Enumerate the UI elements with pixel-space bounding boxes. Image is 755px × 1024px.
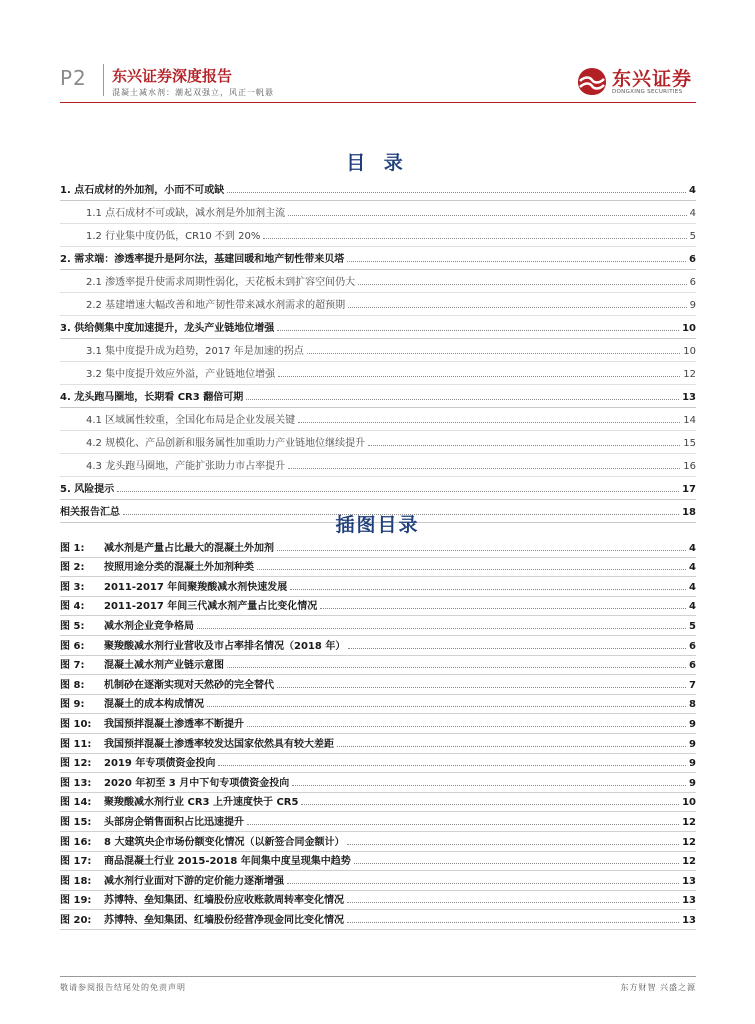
figure-leader <box>277 687 686 688</box>
figure-leader <box>301 804 679 805</box>
figure-leader <box>247 726 686 727</box>
toc-entry-label: 5. 风险提示 <box>60 484 115 495</box>
toc-entry-page: 5 <box>689 231 696 242</box>
toc-entry-page: 6 <box>689 277 696 288</box>
figure-leader <box>287 883 679 884</box>
toc-entry[interactable] <box>60 385 696 408</box>
figure-entry-number: 图 17: <box>60 856 92 868</box>
figure-leader <box>277 550 686 551</box>
figure-entry-page: 5 <box>689 620 696 632</box>
figure-entry-number: 图 15: <box>60 816 92 828</box>
figure-entry[interactable] <box>60 812 696 832</box>
page-number: P2 <box>60 66 87 90</box>
figure-entry-number: 图 3: <box>60 581 85 593</box>
figure-entry-caption: 聚羧酸减水剂行业营收及市占率排名情况（2018 年） <box>104 640 346 652</box>
toc-entry-label: 3.1 集中度提升成为趋势，2017 年是加速的拐点 <box>86 346 304 357</box>
figure-entry-number: 图 10: <box>60 718 92 730</box>
figure-entry[interactable] <box>60 714 696 734</box>
toc-entry-label: 3.2 集中度提升效应外溢，产业链地位增强 <box>86 369 276 380</box>
figure-leader <box>347 902 679 903</box>
footer-rule <box>60 976 696 977</box>
figure-leader <box>347 922 679 923</box>
figure-entry-page: 6 <box>689 660 696 672</box>
figure-leader <box>227 667 686 668</box>
table-of-contents <box>60 178 696 523</box>
logo-mark-icon <box>576 66 608 96</box>
figure-entry-caption: 苏博特、垒知集团、红墙股份经营净现金同比变化情况 <box>104 914 344 926</box>
figure-entry-caption: 按照用途分类的混凝土外加剂种类 <box>104 562 254 574</box>
figure-leader <box>257 569 686 570</box>
figure-entry[interactable] <box>60 577 696 597</box>
figure-entry-page: 4 <box>689 581 696 593</box>
figure-leader <box>207 706 686 707</box>
figure-entry-caption: 机制砂在逐渐实现对天然砂的完全替代 <box>104 679 274 691</box>
toc-entry-page: 9 <box>689 300 696 311</box>
figure-entry[interactable] <box>60 636 696 656</box>
toc-entry-label: 2. 需求端：渗透率提升是阿尔法，基建回暖和地产韧性带来贝塔 <box>60 254 345 265</box>
figure-entry-number: 图 7: <box>60 660 85 672</box>
toc-entry[interactable] <box>60 431 696 454</box>
figure-entry[interactable] <box>60 656 696 676</box>
logo-name: 东兴证券 <box>612 68 693 90</box>
figure-entry-number: 图 20: <box>60 914 92 926</box>
figure-entry-caption: 2011-2017 年间聚羧酸减水剂快速发展 <box>104 581 288 593</box>
footer-disclaimer: 敬请参阅报告结尾处的免责声明 <box>60 983 186 992</box>
figure-entry-page: 6 <box>689 640 696 652</box>
figure-entry-caption: 苏博特、垒知集团、红墙股份应收账款周转率变化情况 <box>104 895 344 907</box>
toc-entry-label: 1.1 点石成材不可或缺，减水剂是外加剂主流 <box>86 208 286 219</box>
figure-entry-page: 12 <box>682 816 696 828</box>
figure-entry-number: 图 11: <box>60 738 92 750</box>
figure-leader <box>218 765 686 766</box>
footer-slogan: 东方财智 兴盛之源 <box>620 983 696 992</box>
figure-entry[interactable] <box>60 852 696 872</box>
figure-entry-caption: 减水剂是产量占比最大的混凝土外加剂 <box>104 542 274 554</box>
figure-entry-number: 图 16: <box>60 836 92 848</box>
toc-entry-page: 18 <box>682 507 696 518</box>
toc-entry-label: 1.2 行业集中度仍低，CR10 不到 20% <box>86 231 261 242</box>
figure-entry[interactable] <box>60 793 696 813</box>
figure-leader <box>348 648 686 649</box>
figure-entry-number: 图 6: <box>60 640 85 652</box>
figure-entry-caption: 混凝土的成本构成情况 <box>104 699 204 711</box>
toc-leader <box>277 330 679 331</box>
toc-leader <box>368 445 680 446</box>
figure-entry-caption: 聚羧酸减水剂行业 CR3 上升速度快于 CR5 <box>104 797 299 809</box>
figure-entry[interactable] <box>60 773 696 793</box>
toc-title: 目 录 <box>346 152 409 174</box>
header-rule <box>60 102 696 103</box>
report-subtitle: 混凝土减水剂：潮起双强立，风正一帆悬 <box>112 88 274 97</box>
figure-entry-number: 图 8: <box>60 679 85 691</box>
toc-entry-page: 4 <box>689 208 696 219</box>
toc-leader <box>263 238 686 239</box>
toc-leader <box>288 468 680 469</box>
toc-leader <box>117 491 679 492</box>
toc-entry-label: 4.3 龙头跑马圈地，产能扩张助力市占率提升 <box>86 461 286 472</box>
figure-entry-caption: 减水剂企业竞争格局 <box>104 620 194 632</box>
figure-entry-caption: 8 大建筑央企市场份额变化情况（以新签合同金额计） <box>104 836 345 848</box>
figure-leader <box>247 824 679 825</box>
figure-entry-page: 9 <box>689 718 696 730</box>
toc-entry-label: 4.2 规模化、产品创新和服务属性加重助力产业链地位继续提升 <box>86 438 366 449</box>
figure-entry-number: 图 19: <box>60 895 92 907</box>
toc-entry-page: 10 <box>682 323 696 334</box>
figure-entry-page: 13 <box>682 895 696 907</box>
figure-entry-number: 图 5: <box>60 620 85 632</box>
toc-entry-page: 10 <box>683 346 696 357</box>
figure-leader <box>197 628 686 629</box>
toc-entry[interactable] <box>60 293 696 316</box>
toc-entry[interactable] <box>60 316 696 339</box>
toc-entry[interactable] <box>60 454 696 477</box>
figure-entry[interactable] <box>60 616 696 636</box>
toc-entry[interactable] <box>60 339 696 362</box>
toc-entry-page: 13 <box>682 392 696 403</box>
toc-entry-label: 4. 龙头跑马圈地，长期看 CR3 翻倍可期 <box>60 392 244 403</box>
toc-entry-page: 14 <box>683 415 696 426</box>
figure-leader <box>292 785 686 786</box>
figure-entry-caption: 我国预拌混凝土渗透率不断提升 <box>104 718 244 730</box>
figure-entry-page: 9 <box>689 777 696 789</box>
figure-leader <box>347 844 679 845</box>
figure-entry-page: 8 <box>689 699 696 711</box>
figure-entry[interactable] <box>60 891 696 911</box>
figure-entry-number: 图 2: <box>60 562 85 574</box>
figure-entry-page: 13 <box>682 914 696 926</box>
figure-entry-page: 9 <box>689 738 696 750</box>
figure-entry[interactable] <box>60 695 696 715</box>
toc-entry-page: 4 <box>689 185 696 196</box>
figure-entry-number: 图 1: <box>60 542 85 554</box>
figure-entry[interactable] <box>60 754 696 774</box>
toc-entry[interactable] <box>60 247 696 270</box>
figure-entry-number: 图 4: <box>60 601 85 613</box>
figure-leader <box>320 608 686 609</box>
figure-entry-page: 7 <box>689 679 696 691</box>
figure-entry-page: 4 <box>689 542 696 554</box>
toc-entry-label: 2.1 渗透率提升使需求周期性弱化，天花板未到扩容空间仍大 <box>86 277 356 288</box>
toc-entry[interactable] <box>60 270 696 293</box>
logo-english-name: DONGXING SECURITIES <box>612 89 683 95</box>
toc-entry[interactable] <box>60 201 696 224</box>
figure-entry-number: 图 18: <box>60 875 92 887</box>
figure-entry-page: 12 <box>682 836 696 848</box>
company-logo <box>576 62 701 102</box>
figure-entry-page: 9 <box>689 758 696 770</box>
figure-entry-caption: 2011-2017 年间三代减水剂产量占比变化情况 <box>104 601 318 613</box>
page-header <box>0 0 755 110</box>
figure-entry-caption: 头部房企销售面积占比迅速提升 <box>104 816 244 828</box>
toc-entry[interactable] <box>60 477 696 500</box>
toc-entry[interactable] <box>60 224 696 247</box>
toc-entry-page: 6 <box>689 254 696 265</box>
figure-entry[interactable] <box>60 558 696 578</box>
figure-entry-page: 4 <box>689 601 696 613</box>
figure-entry[interactable] <box>60 597 696 617</box>
figure-leader <box>337 746 686 747</box>
figure-entry[interactable] <box>60 734 696 754</box>
figure-entry-page: 10 <box>682 797 696 809</box>
toc-leader <box>246 399 679 400</box>
toc-entry-label: 1. 点石成材的外加剂，小而不可或缺 <box>60 185 225 196</box>
toc-leader <box>227 192 686 193</box>
toc-entry[interactable] <box>60 362 696 385</box>
toc-entry-label: 4.1 区域属性较重，全国化布局是企业发展关键 <box>86 415 296 426</box>
figure-entry-page: 13 <box>682 875 696 887</box>
figure-entry[interactable] <box>60 675 696 695</box>
toc-entry-label: 相关报告汇总 <box>60 507 120 518</box>
figure-entry-caption: 2020 年初至 3 月中下旬专项债资金投向 <box>104 777 290 789</box>
toc-entry-page: 16 <box>683 461 696 472</box>
header-divider <box>103 64 104 96</box>
toc-entry-page: 15 <box>683 438 696 449</box>
toc-leader <box>358 284 687 285</box>
figure-leader <box>354 863 679 864</box>
figure-entry[interactable] <box>60 538 696 558</box>
toc-leader <box>288 215 687 216</box>
toc-entry-page: 12 <box>683 369 696 380</box>
figure-entry-caption: 减水剂行业面对下游的定价能力逐渐增强 <box>104 875 284 887</box>
toc-entry[interactable] <box>60 178 696 201</box>
figure-list-title: 插图目录 <box>335 514 420 536</box>
figure-entry-number: 图 13: <box>60 777 92 789</box>
figure-leader <box>290 589 686 590</box>
toc-entry-label: 3. 供给侧集中度加速提升，龙头产业链地位增强 <box>60 323 275 334</box>
toc-entry-page: 17 <box>682 484 696 495</box>
figure-entry[interactable] <box>60 871 696 891</box>
figure-entry-number: 图 9: <box>60 699 85 711</box>
figure-entry[interactable] <box>60 832 696 852</box>
toc-leader <box>347 261 686 262</box>
figure-entry-page: 12 <box>682 856 696 868</box>
figure-entry[interactable] <box>60 910 696 930</box>
toc-entry-label: 2.2 基建增速大幅改善和地产韧性带来减水剂需求的超预期 <box>86 300 346 311</box>
figure-entry-number: 图 12: <box>60 758 92 770</box>
toc-leader <box>348 307 687 308</box>
report-title: 东兴证券深度报告 <box>112 67 233 85</box>
toc-leader <box>307 353 681 354</box>
figure-entry-caption: 我国预拌混凝土渗透率较发达国家依然具有较大差距 <box>104 738 334 750</box>
figure-entry-caption: 2019 年专项债资金投向 <box>104 758 216 770</box>
toc-leader <box>298 422 680 423</box>
figure-list <box>60 538 696 930</box>
toc-leader <box>278 376 680 377</box>
figure-entry-caption: 商品混凝土行业 2015-2018 年间集中度呈现集中趋势 <box>104 856 351 868</box>
figure-entry-page: 4 <box>689 562 696 574</box>
toc-entry[interactable] <box>60 408 696 431</box>
figure-entry-caption: 混凝土减水剂产业链示意图 <box>104 660 224 672</box>
figure-entry-number: 图 14: <box>60 797 92 809</box>
